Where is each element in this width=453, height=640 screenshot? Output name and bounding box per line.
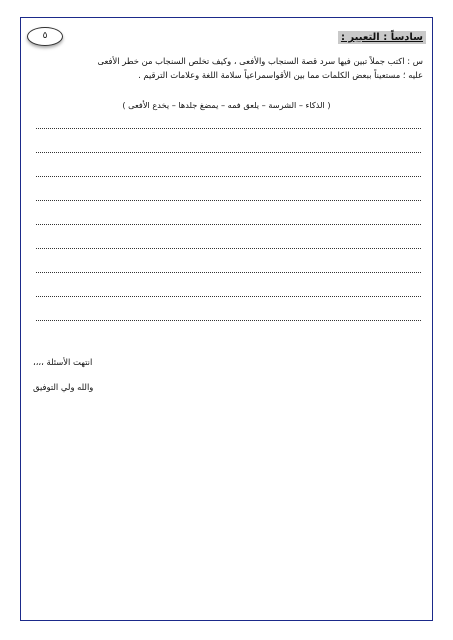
answer-line[interactable] <box>36 176 421 177</box>
answer-line[interactable] <box>36 296 421 297</box>
answer-line[interactable] <box>36 128 421 129</box>
answer-line[interactable] <box>36 152 421 153</box>
word-bank: ( الذكاء – الشرسة – يلعق فمه – يمضغ جلدها – يخدع الأفعى ) <box>122 100 331 110</box>
answer-line[interactable] <box>36 320 421 321</box>
page-number: ٥ <box>42 31 48 41</box>
end-of-questions: انتهت الأسئلة ،،،، <box>33 357 93 367</box>
prompt-line-2: عليه ؛ مستعيناً ببعض الكلمات مما بين الأقواسمراعياً سلامة اللغة وعلامات الترقيم . <box>138 69 423 80</box>
section-heading: سادساً : التعبير : <box>338 31 426 44</box>
page-number-badge <box>27 27 63 46</box>
closing-blessing: والله ولي التوفيق <box>33 382 94 392</box>
prompt-line-1: س : اكتب جملاً تبين فيها سرد قصة السنجاب والأفعى ، وكيف تخلص السنجاب من خطر الأفعى <box>97 56 423 66</box>
answer-line[interactable] <box>36 248 421 249</box>
answer-line[interactable] <box>36 272 421 273</box>
answer-line[interactable] <box>36 200 421 201</box>
question-prompt <box>28 55 423 82</box>
answer-line[interactable] <box>36 224 421 225</box>
